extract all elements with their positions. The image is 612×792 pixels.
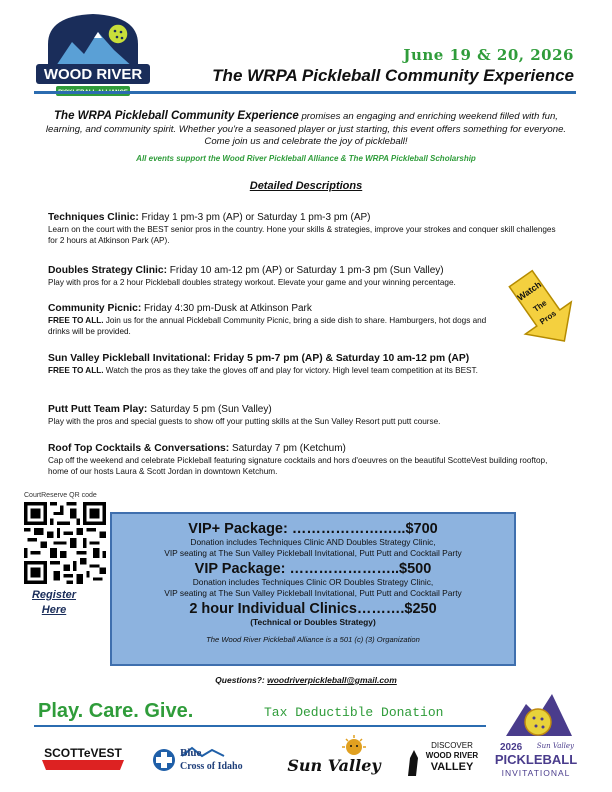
event-dates: June 19 & 20, 2026 bbox=[403, 46, 574, 64]
blue-cross-idaho-logo bbox=[150, 742, 270, 774]
nonprofit-note: The Wood River Pickleball Alliance is a 501 (c) (3) Organization bbox=[206, 635, 420, 644]
scottevest-text: SCOTTeVEST bbox=[44, 746, 122, 760]
event-name: Putt Putt Team Play: bbox=[48, 404, 148, 415]
sun-valley-pickleball-invitational-logo bbox=[486, 686, 586, 782]
event-community-picnic bbox=[48, 302, 498, 337]
event-free-label: FREE TO ALL. bbox=[48, 316, 104, 325]
arrow-text-pros: Pros bbox=[538, 308, 558, 327]
blue-cross-line-1: Blue bbox=[180, 747, 202, 759]
package-vip-title: VIP Package: …………………..$500 bbox=[194, 561, 432, 577]
contact-email-link[interactable]: woodriverpickleball@gmail.com bbox=[267, 675, 397, 685]
detailed-descriptions-heading: Detailed Descriptions bbox=[249, 180, 363, 192]
event-name: Community Picnic: bbox=[48, 303, 142, 314]
sun-valley-logo bbox=[284, 735, 384, 777]
event-time: Saturday 5 pm (Sun Valley) bbox=[147, 404, 272, 415]
event-description: Watch the pros as they take the gloves off and play for victory. High level team competition at its BEST. bbox=[103, 366, 478, 375]
event-description: Learn on the court with the BEST senior pros in the country. Hone your skills & strategies, improve your strokes and conquer skill challenges for 2 hours at Atkinson Park (AP). bbox=[48, 225, 556, 245]
donation-packages-box bbox=[110, 512, 516, 666]
event-time: Friday 1 pm-3 pm (AP) or Saturday 1 pm-3 pm (AP) bbox=[138, 212, 371, 223]
register-here-link[interactable]: Register Here bbox=[31, 589, 77, 616]
page-title: The WRPA Pickleball Community Experience bbox=[212, 66, 574, 85]
intro-text: promises an engaging and enriching weekend filled with fun, learning, and community spirit. Whether you're a seasoned player or just starting, this event offers something for everyone. Come join us and celebrate the joy of pickleball! bbox=[45, 111, 567, 147]
tax-deductible-note: Tax Deductible Donation bbox=[264, 705, 444, 720]
event-description: Play with the pros and special guests to show off your putting skills at the Sun Valley Resort putt putt course. bbox=[48, 417, 441, 426]
event-rooftop-cocktails bbox=[48, 442, 566, 477]
package-individual-title: 2 hour Individual Clinics……….$250 bbox=[189, 601, 437, 617]
sun-valley-text: Sun Valley bbox=[287, 756, 381, 775]
event-time: Friday 10 am-12 pm (AP) or Saturday 1 pm-3 pm (Sun Valley) bbox=[167, 265, 444, 276]
event-invitational bbox=[48, 352, 566, 376]
discover-wood-river-valley-logo bbox=[404, 736, 484, 778]
arrow-text-watch: Watch bbox=[515, 279, 544, 303]
scottevest-logo bbox=[38, 744, 128, 772]
footer-divider bbox=[34, 725, 486, 727]
slogan: Play. Care. Give. bbox=[38, 700, 194, 722]
event-name: Sun Valley Pickleball Invitational: Friday 5 pm-7 pm (AP) & Saturday 10 am-12 pm (AP) bbox=[48, 353, 470, 364]
event-time: Saturday 7 pm (Ketchum) bbox=[229, 443, 346, 454]
event-description: Cap off the weekend and celebrate Pickleball featuring signature cocktails and hors d'oeuvres on the beautiful ScotteVest building rooftop, home of our hosts Laura & Scott Jordan in downtown Ketchum. bbox=[48, 456, 548, 476]
event-techniques-clinic bbox=[48, 211, 566, 246]
support-note: All events support the Wood River Pickleball Alliance & The WRPA Pickleball Scholarship bbox=[136, 154, 476, 163]
logo-title: WOOD RIVER bbox=[43, 66, 143, 83]
event-putt-putt bbox=[48, 403, 566, 427]
wood-river-logo bbox=[34, 8, 152, 100]
intro-paragraph bbox=[44, 110, 568, 149]
courtreserve-qr-code[interactable] bbox=[24, 502, 106, 584]
event-doubles-strategy-clinic bbox=[48, 264, 566, 288]
event-description: Join us for the annual Pickleball Community Picnic, bring a side dish to share. Hamburgers, hot dogs and drinks will be provided. bbox=[48, 316, 487, 336]
intro-title: The WRPA Pickleball Community Experience bbox=[54, 110, 299, 122]
package-vip-plus-desc-1: Donation includes Techniques Clinic AND Doubles Strategy Clinic, bbox=[190, 537, 436, 547]
invitational-pickleball: PICKLEBALL bbox=[494, 752, 578, 767]
invitational-year: 2026 bbox=[500, 742, 523, 753]
event-name: Techniques Clinic: bbox=[48, 212, 139, 223]
watch-the-pros-arrow bbox=[506, 268, 578, 350]
package-vip-desc-2: VIP seating at The Sun Valley Pickleball Invitational, Putt Putt and Cocktail Party bbox=[164, 587, 462, 598]
arrow-text-the: The bbox=[531, 298, 549, 314]
event-name: Roof Top Cocktails & Conversations: bbox=[48, 443, 230, 454]
discover-line-2: WOOD RIVER bbox=[425, 751, 479, 760]
header-divider bbox=[34, 91, 576, 94]
event-description: Play with pros for a 2 hour Pickleball doubles strategy workout. Elevate your game and your winning percentage. bbox=[48, 278, 456, 287]
questions-line bbox=[0, 675, 612, 685]
discover-line-1: DISCOVER bbox=[431, 741, 473, 750]
invitational-text: INVITATIONAL bbox=[501, 768, 571, 778]
package-vip-desc-1: Donation includes Techniques Clinic OR Doubles Strategy Clinic, bbox=[192, 577, 434, 587]
discover-line-3: VALLEY bbox=[430, 761, 474, 773]
event-time: Friday 4:30 pm-Dusk at Atkinson Park bbox=[141, 303, 312, 314]
event-free-label: FREE TO ALL. bbox=[48, 366, 104, 375]
package-individual-desc: (Technical or Doubles Strategy) bbox=[250, 617, 376, 627]
package-vip-plus-desc-2: VIP seating at The Sun Valley Pickleball Invitational, Putt Putt and Cocktail Party bbox=[164, 547, 462, 558]
questions-label: Questions?: bbox=[215, 675, 268, 685]
blue-cross-line-2: Cross of Idaho bbox=[180, 761, 243, 772]
qr-code-label: CourtReserve QR code bbox=[24, 492, 97, 499]
package-vip-plus-title: VIP+ Package: ……………….…..$700 bbox=[188, 521, 438, 537]
invitational-location: Sun Valley bbox=[536, 742, 574, 750]
event-name: Doubles Strategy Clinic: bbox=[48, 265, 168, 276]
